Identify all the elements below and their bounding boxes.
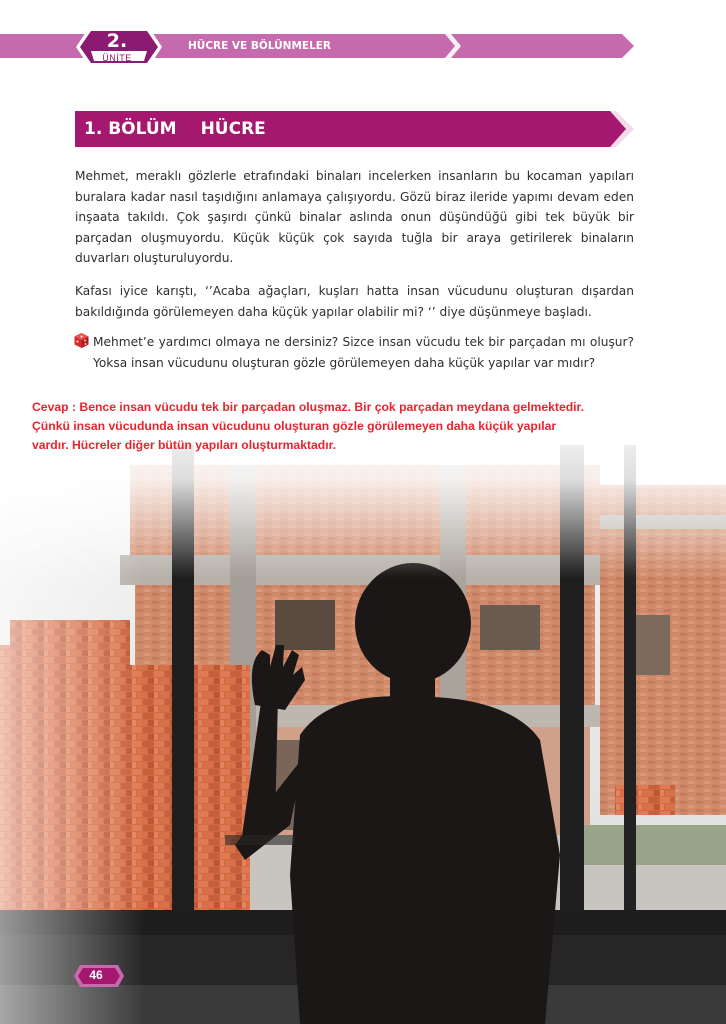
unit-number: 2.: [106, 30, 128, 52]
answer-text: Cevap : Bence insan vücudu tek bir parçadan oluşmaz. Bir çok parçadan meydana gelmektedir. Çünkü insan vücudunda insan vücudunu oluşturan gözle görülemeyen daha küçük yapılar vardır. Hücreler diğer bütün yapıları oluşturmaktadır.: [32, 400, 585, 452]
chapter-title: HÜCRE VE BÖLÜNMELER: [188, 40, 332, 52]
unit-label: ÜNİTE: [102, 53, 132, 63]
story-paragraph-1: Mehmet, meraklı gözlerle etrafındaki binaları incelerken insanların bu kocaman yapıları buralara kadar nasıl taşıdığını anlamaya çalışıyordu. Gözü biraz ileride yapımı devam eden inşaata takıldı. Çok şaşırdı çünkü binalar aslında onun düşündüğü gibi tek büyük bir parçadan oluşmuyordu. Küçük küçük çok sayıda tuğla bir araya getirilerek binaların duvarları oluşturuluyordu.: [75, 169, 634, 265]
section-number: 1. BÖLÜM: [84, 119, 177, 139]
section-title: HÜCRE: [200, 119, 266, 139]
section-heading: [84, 119, 266, 139]
page-number: 46: [89, 968, 103, 982]
story-paragraph-2: Kafası iyice karıştı, ‘’Acaba ağaçları, kuşları hatta insan vücudunu oluşturan dışardan bakıldığında görülemeyen daha küçük yapılar olabilir mi? ‘’ diye düşünmeye başladı.: [75, 284, 634, 319]
construction-window-photo: [0, 405, 726, 1024]
question-text: Mehmet’e yardımcı olmaya ne dersiniz? Sizce insan vücudu tek bir parçadan mı oluşur? Yoksa insan vücudunu oluşturan gözle görülemeyen daha küçük yapılar var mıdır?: [93, 335, 634, 370]
dice-icon: [73, 332, 90, 349]
